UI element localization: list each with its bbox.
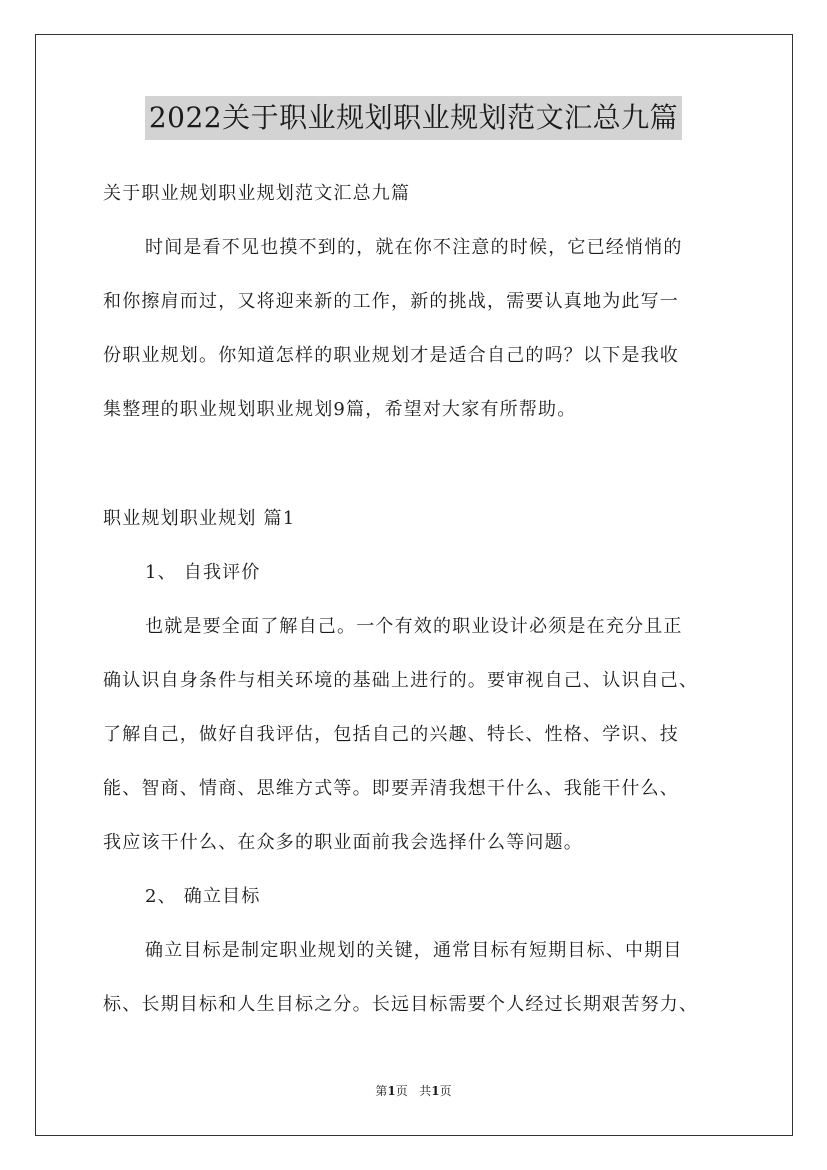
item2-line-2: 标、长期目标和人生目标之分。长远目标需要个人经过长期艰苦努力、	[103, 994, 699, 1015]
item2-heading: 2、 确立目标	[145, 886, 261, 907]
item1-line-5: 我应该干什么、在众多的职业面前我会选择什么等问题。	[103, 832, 583, 853]
document-title: 2022关于职业规划职业规划范文汇总九篇	[145, 96, 682, 140]
footer-page-prefix: 第	[375, 1084, 388, 1098]
section-title: 职业规划职业规划 篇1	[103, 508, 296, 529]
intro-line-1: 时间是看不见也摸不到的，就在你不注意的时候，它已经悄悄的	[145, 237, 683, 258]
item1-line-4: 能、智商、情商、思维方式等。即要弄清我想干什么、我能干什么、	[103, 778, 679, 799]
footer-total-prefix: 共	[419, 1084, 432, 1098]
item2-line-1: 确立目标是制定职业规划的关键，通常目标有短期目标、中期目	[145, 940, 683, 961]
item1-heading: 1、 自我评价	[145, 562, 261, 583]
intro-line-4: 集整理的职业规划职业规划9篇，希望对大家有所帮助。	[103, 399, 577, 420]
title-wrap	[0, 96, 827, 140]
footer-total-suffix: 页	[439, 1084, 452, 1098]
item1-line-3: 了解自己，做好自我评估，包括自己的兴趣、特长、性格、学识、技	[103, 724, 679, 745]
page-footer	[0, 1082, 827, 1100]
intro-line-3: 份职业规划。你知道怎样的职业规划才是适合自己的吗？以下是我收	[103, 345, 679, 366]
footer-page-suffix: 页	[395, 1084, 408, 1098]
document-subtitle: 关于职业规划职业规划范文汇总九篇	[103, 183, 411, 204]
intro-line-2: 和你擦肩而过，又将迎来新的工作，新的挑战，需要认真地为此写一	[103, 291, 679, 312]
footer-total-number: 1	[431, 1084, 440, 1098]
item1-line-2: 确认识自身条件与相关环境的基础上进行的。要审视自己、认识自己、	[103, 670, 699, 691]
footer-page-number: 1	[387, 1084, 396, 1098]
item1-line-1: 也就是要全面了解自己。一个有效的职业设计必须是在充分且正	[145, 616, 683, 637]
